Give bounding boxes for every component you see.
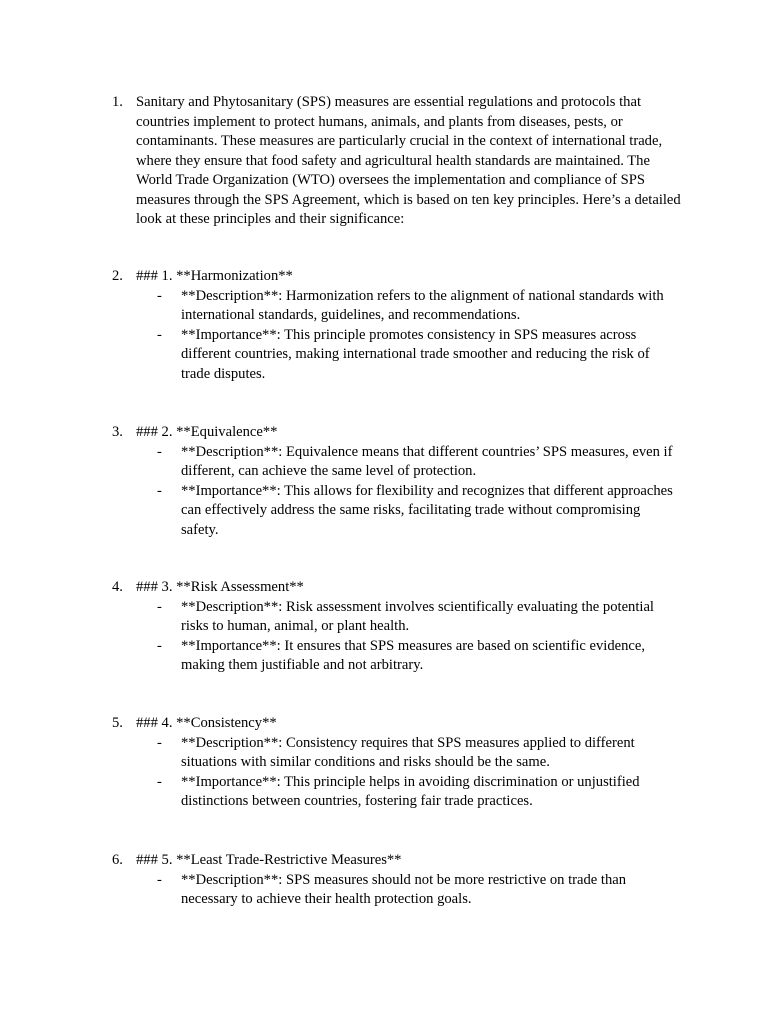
- bullet-marker: -: [157, 734, 162, 751]
- bullet-importance: [157, 773, 681, 812]
- bullet-text: **Importance**: It ensures that SPS measures are based on scientific evidence, making them justifiable and not arbitrary.: [181, 637, 646, 673]
- bullet-text: **Description**: Consistency requires that SPS measures applied to different situations with similar conditions and risks should be the same.: [181, 734, 635, 770]
- bullet-description: [157, 734, 681, 773]
- list-item-least-trade-restrictive: [112, 851, 692, 910]
- bullet-description: [157, 287, 681, 326]
- bullet-text: **Description**: Equivalence means that different countries’ SPS measures, even if different, can achieve the same level of protection.: [181, 443, 673, 479]
- bullet-marker: -: [157, 326, 162, 343]
- bullet-importance: [157, 326, 681, 385]
- section-heading: ### 1. **Harmonization**: [136, 268, 293, 284]
- list-item-intro: [112, 93, 692, 230]
- bullet-marker: -: [157, 598, 162, 615]
- list-item-consistency: [112, 714, 692, 812]
- list-number: 1.: [112, 94, 123, 110]
- list-item-equivalence: [112, 423, 692, 540]
- bullet-marker: -: [157, 443, 162, 460]
- bullet-importance: [157, 482, 681, 541]
- list-item-harmonization: [112, 267, 692, 384]
- bullet-description: [157, 443, 681, 482]
- bullet-description: [157, 598, 681, 637]
- bullet-marker: -: [157, 773, 162, 790]
- section-heading: ### 2. **Equivalence**: [136, 424, 278, 440]
- section-heading: ### 4. **Consistency**: [136, 715, 277, 731]
- bullet-text: **Description**: Harmonization refers to the alignment of national standards with international standards, guidelines, and recommendations.: [181, 287, 664, 323]
- intro-paragraph: Sanitary and Phytosanitary (SPS) measures are essential regulations and protocols that countries implement to protect humans, animals, and plants from diseases, pests, or contaminants. These measures are particularly crucial in the context of international trade, where they ensure that food safety and agricultural health standards are maintained. The World Trade Organization (WTO) oversees the implementation and compliance of SPS measures through the SPS Agreement, which is based on ten key principles. Here’s a detailed look at these principles and their significance:: [136, 94, 681, 227]
- bullet-marker: -: [157, 287, 162, 304]
- bullet-marker: -: [157, 482, 162, 499]
- bullet-marker: -: [157, 871, 162, 888]
- bullet-text: **Description**: Risk assessment involves scientifically evaluating the potential risks to human, animal, or plant health.: [181, 598, 654, 634]
- bullet-description: [157, 871, 681, 910]
- bullet-text: **Importance**: This allows for flexibility and recognizes that different approaches can effectively address the same risks, facilitating trade without compromising safety.: [181, 482, 673, 538]
- list-number: 5.: [112, 715, 123, 731]
- bullet-marker: -: [157, 637, 162, 654]
- list-item-risk-assessment: [112, 578, 692, 676]
- section-heading: ### 5. **Least Trade-Restrictive Measures**: [136, 852, 402, 868]
- bullet-text: **Description**: SPS measures should not be more restrictive on trade than necessary to achieve their health protection goals.: [181, 871, 627, 907]
- list-number: 2.: [112, 268, 123, 284]
- list-number: 4.: [112, 579, 123, 595]
- list-number: 6.: [112, 852, 123, 868]
- bullet-importance: [157, 637, 681, 676]
- bullet-text: **Importance**: This principle helps in avoiding discrimination or unjustified distinctions between countries, fostering fair trade practices.: [181, 773, 640, 809]
- section-heading: ### 3. **Risk Assessment**: [136, 579, 304, 595]
- bullet-text: **Importance**: This principle promotes consistency in SPS measures across different countries, making international trade smoother and reducing the risk of trade disputes.: [181, 326, 650, 382]
- list-number: 3.: [112, 424, 123, 440]
